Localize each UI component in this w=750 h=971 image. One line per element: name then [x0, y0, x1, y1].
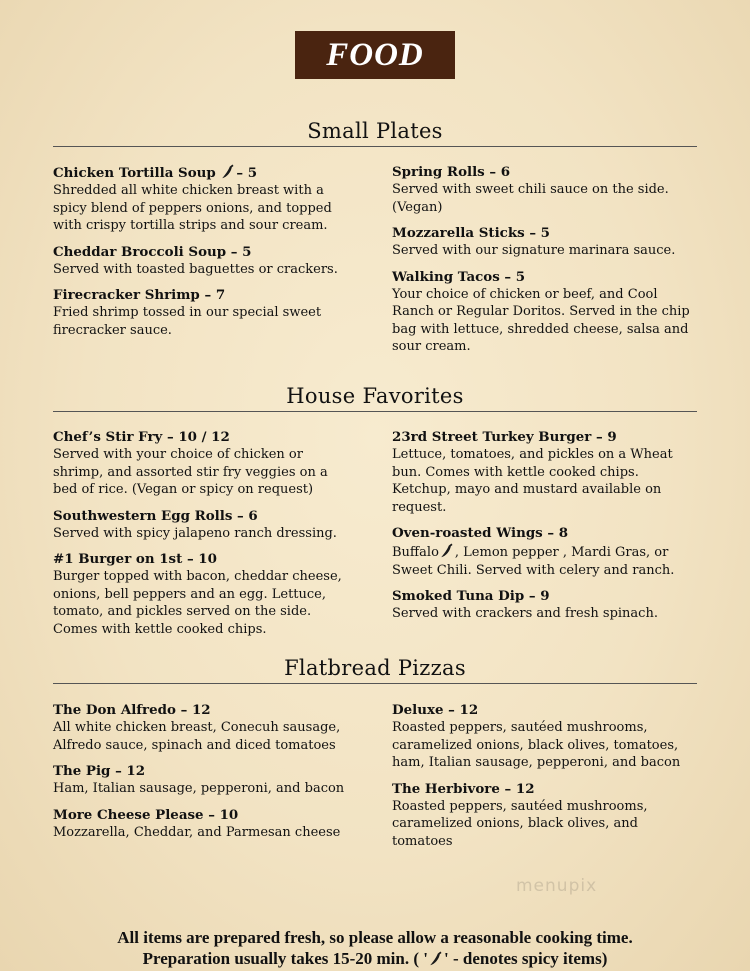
item-description: Served with sweet chili sauce on the side. (Vegan): [392, 182, 669, 215]
chili-pepper-icon: [440, 542, 454, 558]
menu-item: [392, 268, 692, 356]
item-description: Buffalo , Lemon pepper , Mardi Gras, or Sweet Chili. Served with celery and ranch.: [392, 542, 692, 579]
item-description: Burger topped with bacon, cheddar cheese, onions, bell peppers and an egg. Lettuce, tomato, and pickles served on the side. Comes with kettle cooked chips.: [53, 569, 342, 637]
item-name: Walking Tacos – 5: [392, 268, 526, 285]
menu-item: [53, 286, 353, 339]
menu-item: [53, 243, 353, 279]
section-heading-small-plates: Small Plates: [53, 119, 697, 147]
item-description: Served with toasted baguettes or crackers.: [53, 261, 338, 277]
item-description: Served with spicy jalapeno ranch dressing.: [53, 525, 337, 541]
chili-pepper-icon: [429, 950, 443, 966]
item-name: Chicken Tortilla Soup – 5: [53, 165, 258, 181]
item-description: Mozzarella, Cheddar, and Parmesan cheese: [53, 824, 341, 840]
item-description: Roasted peppers, sautéed mushrooms, caramelized onions, black olives, and tomatoes: [392, 798, 648, 849]
footer-line-1: All items are prepared fresh, so please allow a reasonable cooking time.: [117, 928, 633, 947]
section-heading-house-favorites: House Favorites: [53, 384, 697, 412]
item-name: Firecracker Shrimp – 7: [53, 287, 226, 303]
item-name: Chef’s Stir Fry – 10 / 12: [53, 429, 230, 445]
item-name: Spring Rolls – 6: [392, 164, 511, 180]
menu-item: [392, 780, 692, 851]
item-description: Served with crackers and fresh spinach.: [392, 606, 658, 621]
menu-item: [392, 587, 692, 623]
item-name: More Cheese Please – 10: [53, 806, 239, 823]
menu-item: [392, 163, 692, 216]
item-name: 23rd Street Turkey Burger – 9: [392, 429, 617, 445]
house-favorites-left-column: [53, 428, 353, 646]
menu-item: [53, 428, 353, 499]
item-name: Southwestern Egg Rolls – 6: [53, 507, 258, 524]
menu-item: [53, 701, 353, 754]
item-description: Served with your choice of chicken or shrimp, and assorted stir fry veggies on a bed of rice. (Vegan or spicy on request): [53, 447, 328, 497]
small-plates-right-column: [392, 163, 692, 364]
footer-line-2: Preparation usually takes 15-20 min. ( ' ' - denotes spicy items): [142, 949, 608, 968]
item-name: The Herbivore – 12: [392, 780, 535, 797]
item-name: Cheddar Broccoli Soup – 5: [53, 243, 252, 260]
item-name: Smoked Tuna Dip – 9: [392, 588, 550, 604]
footer-note: [0, 927, 750, 969]
watermark-logo: menupix: [516, 876, 598, 896]
menu-item: [392, 428, 692, 516]
flatbread-right-column: [392, 701, 692, 858]
item-description: All white chicken breast, Conecuh sausage, Alfredo sauce, spinach and diced tomatoes: [53, 720, 341, 753]
menu-item: [53, 550, 353, 638]
section-heading-flatbread-pizzas: Flatbread Pizzas: [53, 656, 697, 684]
small-plates-left-column: [53, 163, 353, 347]
item-name: Deluxe – 12: [392, 702, 479, 718]
menu-item: [392, 224, 692, 260]
item-description: Your choice of chicken or beef, and Cool Ranch or Regular Doritos. Served in the chip bag with lettuce, shredded cheese, salsa and sour cream.: [392, 286, 690, 354]
item-description: Shredded all white chicken breast with a spicy blend of peppers onions, and topped with crispy tortilla strips and sour cream.: [53, 183, 332, 233]
item-name: #1 Burger on 1st – 10: [53, 551, 217, 567]
menu-item: [53, 163, 353, 235]
house-favorites-right-column: [392, 428, 692, 631]
item-description: Roasted peppers, sautéed mushrooms, caramelized onions, black olives, tomatoes, ham, Italian sausage, pepperoni, and bacon: [392, 720, 681, 770]
item-name: Mozzarella Sticks – 5: [392, 225, 550, 241]
menu-item: [392, 701, 692, 772]
menu-item: [53, 806, 353, 842]
menu-item: [53, 762, 353, 798]
item-name: The Don Alfredo – 12: [53, 702, 211, 718]
menu-title: FOOD: [295, 31, 455, 79]
item-name: The Pig – 12: [53, 763, 146, 779]
menu-item: [53, 507, 353, 543]
item-name: Oven-roasted Wings – 8: [392, 525, 569, 541]
item-description: Ham, Italian sausage, pepperoni, and bacon: [53, 781, 345, 796]
menu-item: [392, 524, 692, 579]
item-description: Served with our signature marinara sauce.: [392, 243, 676, 258]
flatbread-left-column: [53, 701, 353, 849]
item-description: Fried shrimp tossed in our special sweet firecracker sauce.: [53, 305, 322, 338]
chili-pepper-icon: [221, 163, 235, 179]
item-description: Lettuce, tomatoes, and pickles on a Wheat bun. Comes with kettle cooked chips. Ketchup, mayo and mustard available on request.: [392, 447, 673, 515]
